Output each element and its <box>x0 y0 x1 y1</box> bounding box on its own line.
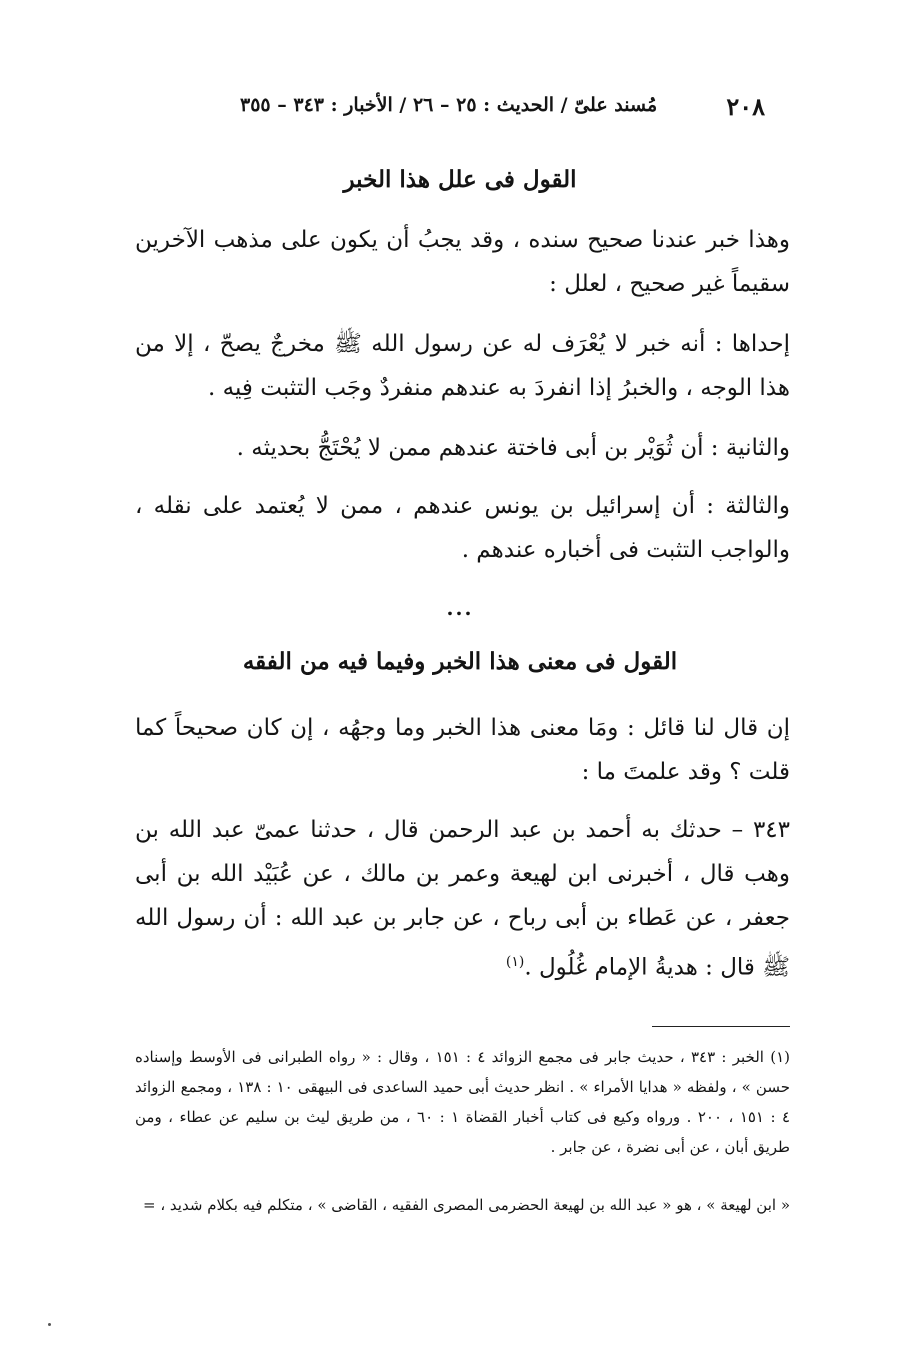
footnote-marker: (١) <box>505 954 525 970</box>
section-separator: ... <box>446 596 474 620</box>
footnote-continuation: « ابن لهيعة » ، هو « عبد الله بن لهيعة الحضرمى المصرى الفقيه ، القاضى » ، متكلم فيه بكلام شديد ، = <box>142 1196 790 1214</box>
page-header <box>240 92 765 126</box>
footnote-divider <box>652 1026 790 1027</box>
paper-speck <box>48 1323 51 1326</box>
section-heading-meaning: القول فى معنى هذا الخبر وفيما فيه من الفقه <box>242 648 678 675</box>
paragraph-second-cause: والثانية : أن ثُوَيْر بن أبى فاختة عندهم ممن لا يُحْتَجُّ بحديثه . <box>236 435 790 461</box>
running-title: مُسند علىّ / الحديث : ٢٥ – ٢٦ / الأخبار : ٣٤٣ – ٣٥٥ <box>240 94 658 116</box>
paragraph-third-cause: والثالثة : أن إسرائيل بن يونس عندهم ، ممن لا يُعتمد على نقله ، والواجب التثبت فى أخباره عندهم . <box>135 493 790 563</box>
footnote-1: (١) الخبر : ٣٤٣ ، حديث جابر فى مجمع الزوائد ٤ : ١٥١ ، وقال : « رواه الطبرانى فى الأوسط وإسناده حسن » ، ولفظه « هدايا الأمراء » . انظر حديث أبى حميد الساعدى فى البيهقى ١٠ : ١٣٨ ، ومجمع الزوائد ٤ : ١٥١ ، ٢٠٠ . ورواه وكيع فى كتاب أخبار القضاة ١ : ٦٠ ، من طريق ليث بن سليم عن عطاء ، ومن طريق أبان ، عن أبى نضرة ، عن جابر . <box>135 1048 791 1156</box>
paragraph-question: إن قال لنا قائل : ومَا معنى هذا الخبر وما وجهُه ، إن كان صحيحاً كما قلت ؟ وقد علمتَ ما : <box>135 715 790 785</box>
paragraph-intro: وهذا خبر عندنا صحيح سنده ، وقد يجبُ أن يكون على مذهب الآخرين سقيماً غير صحيح ، لعلل : <box>135 227 790 297</box>
hadith-text: ٣٤٣ – حدثك به أحمد بن عبد الرحمن قال ، حدثنا عمىّ عبد الله بن وهب قال ، أخبرنى ابن لهيعة وعمر بن مالك ، عن عُبَيْد الله بن أبى جعفر ، عن عَطاء بن أبى رباح ، عن جابر بن عبد الله : أن رسول الله ﷺ قال : هديةُ الإمام غُلُول . <box>135 817 790 981</box>
page-number: ٢٠٨ <box>726 92 765 121</box>
paragraph-hadith-343 <box>135 808 790 990</box>
section-heading-causes: القول فى علل هذا الخبر <box>343 166 577 193</box>
paragraph-first-cause: إحداها : أنه خبر لا يُعْرَف له عن رسول الله ﷺ مخرجٌ يصحّ ، إلا من هذا الوجه ، والخبرُ إذا انفردَ به عندهم منفردٌ وجَب التثبت فِيه . <box>135 331 790 401</box>
